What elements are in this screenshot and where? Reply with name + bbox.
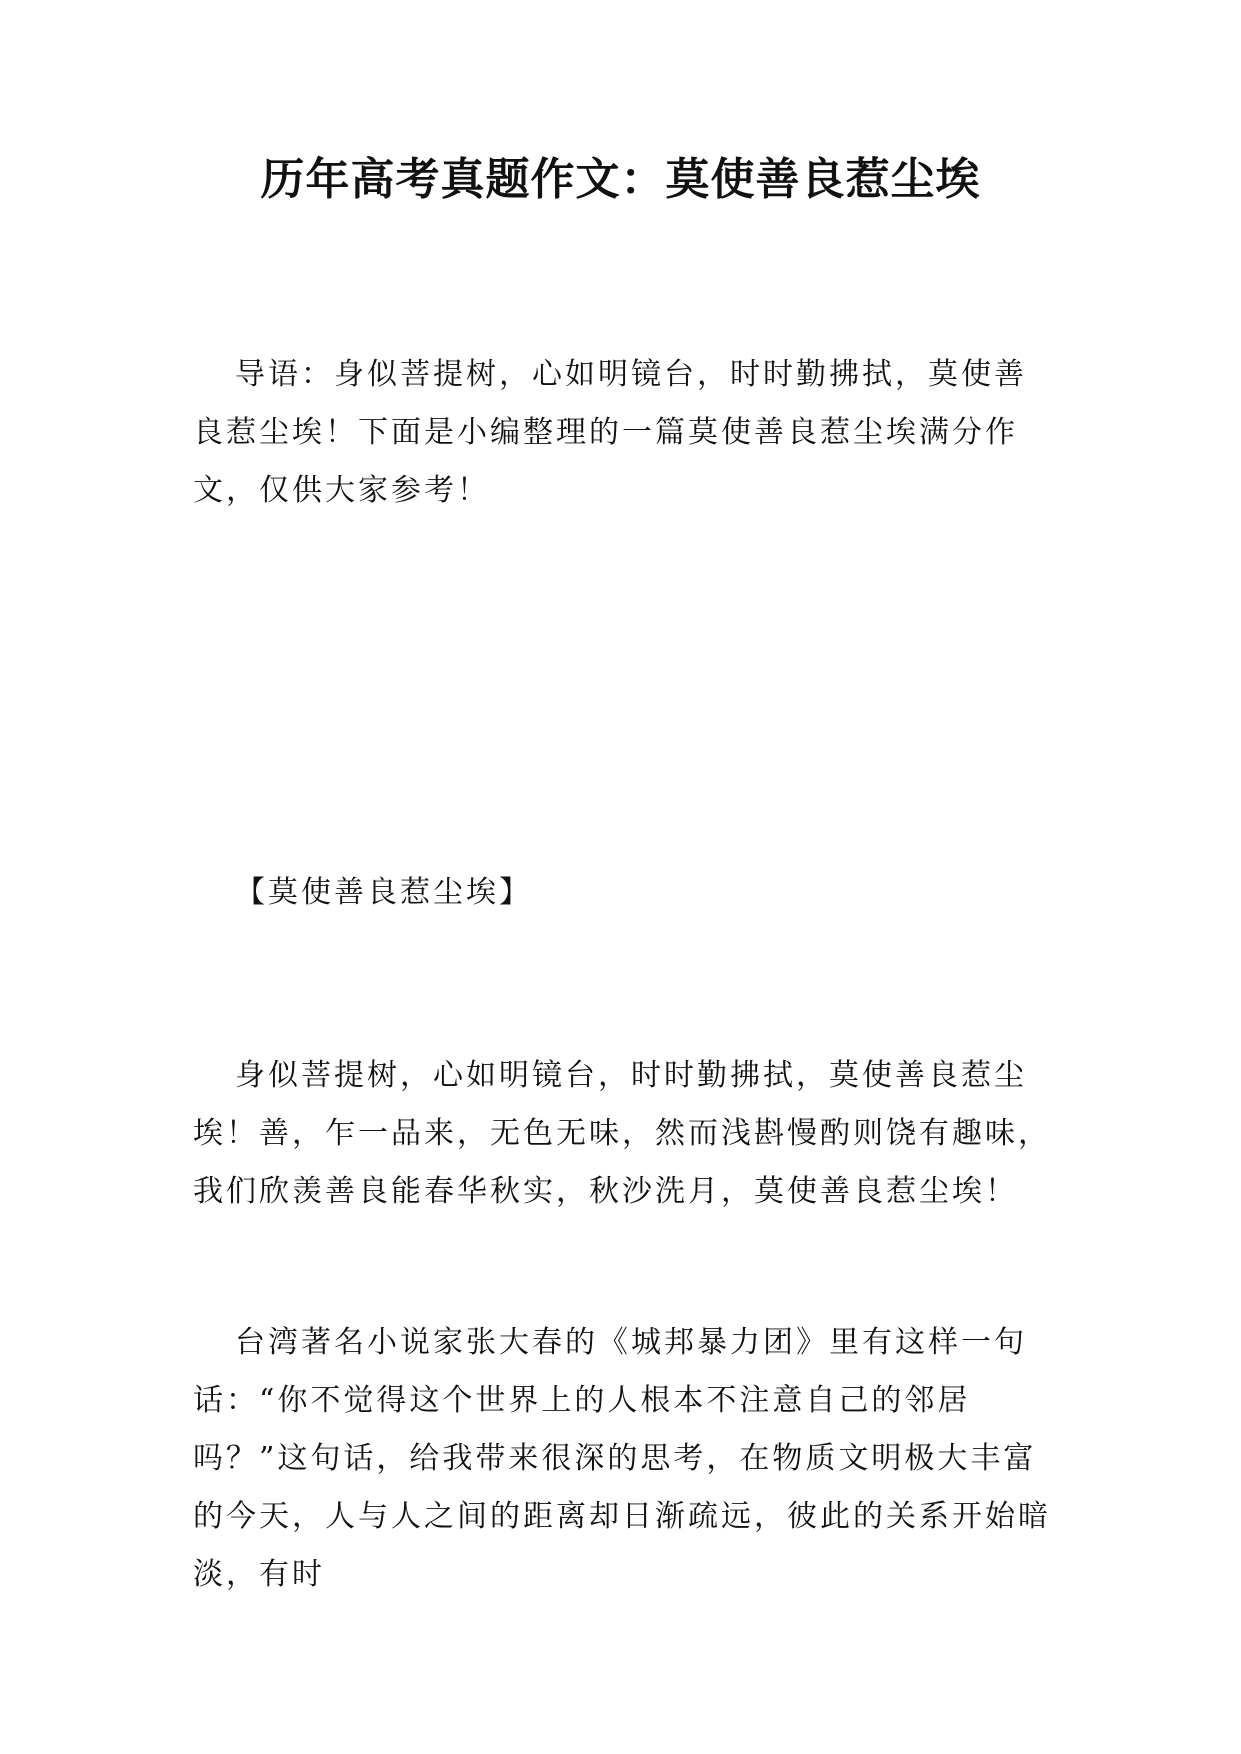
document-title: 历年高考真题作文：莫使善良惹尘埃 xyxy=(260,154,981,205)
intro-paragraph: 导语：身似菩提树，心如明镜台，时时勤拂拭，莫使善良惹尘埃！下面是小编整理的一篇莫使善良惹尘埃满分作文，仅供大家参考！ xyxy=(193,357,1027,508)
body-paragraph: 身似菩提树，心如明镜台，时时勤拂拭，莫使善良惹尘埃！善，乍一品来，无色无味，然而浅斟慢酌则饶有趣味，我们欣羡善良能春华秋实，秋沙洗月，莫使善良惹尘埃！ xyxy=(193,1058,1051,1209)
body-paragraph: 台湾著名小说家张大春的《城邦暴力团》里有这样一句话：“你不觉得这个世界上的人根本不注意自己的邻居吗？”这句话，给我带来很深的思考，在物质文明极大丰富的今天，人与人之间的距离却日渐疏远，彼此的关系开始暗淡，有时 xyxy=(193,1325,1051,1592)
section-heading: 【莫使善良惹尘埃】 xyxy=(235,875,532,910)
